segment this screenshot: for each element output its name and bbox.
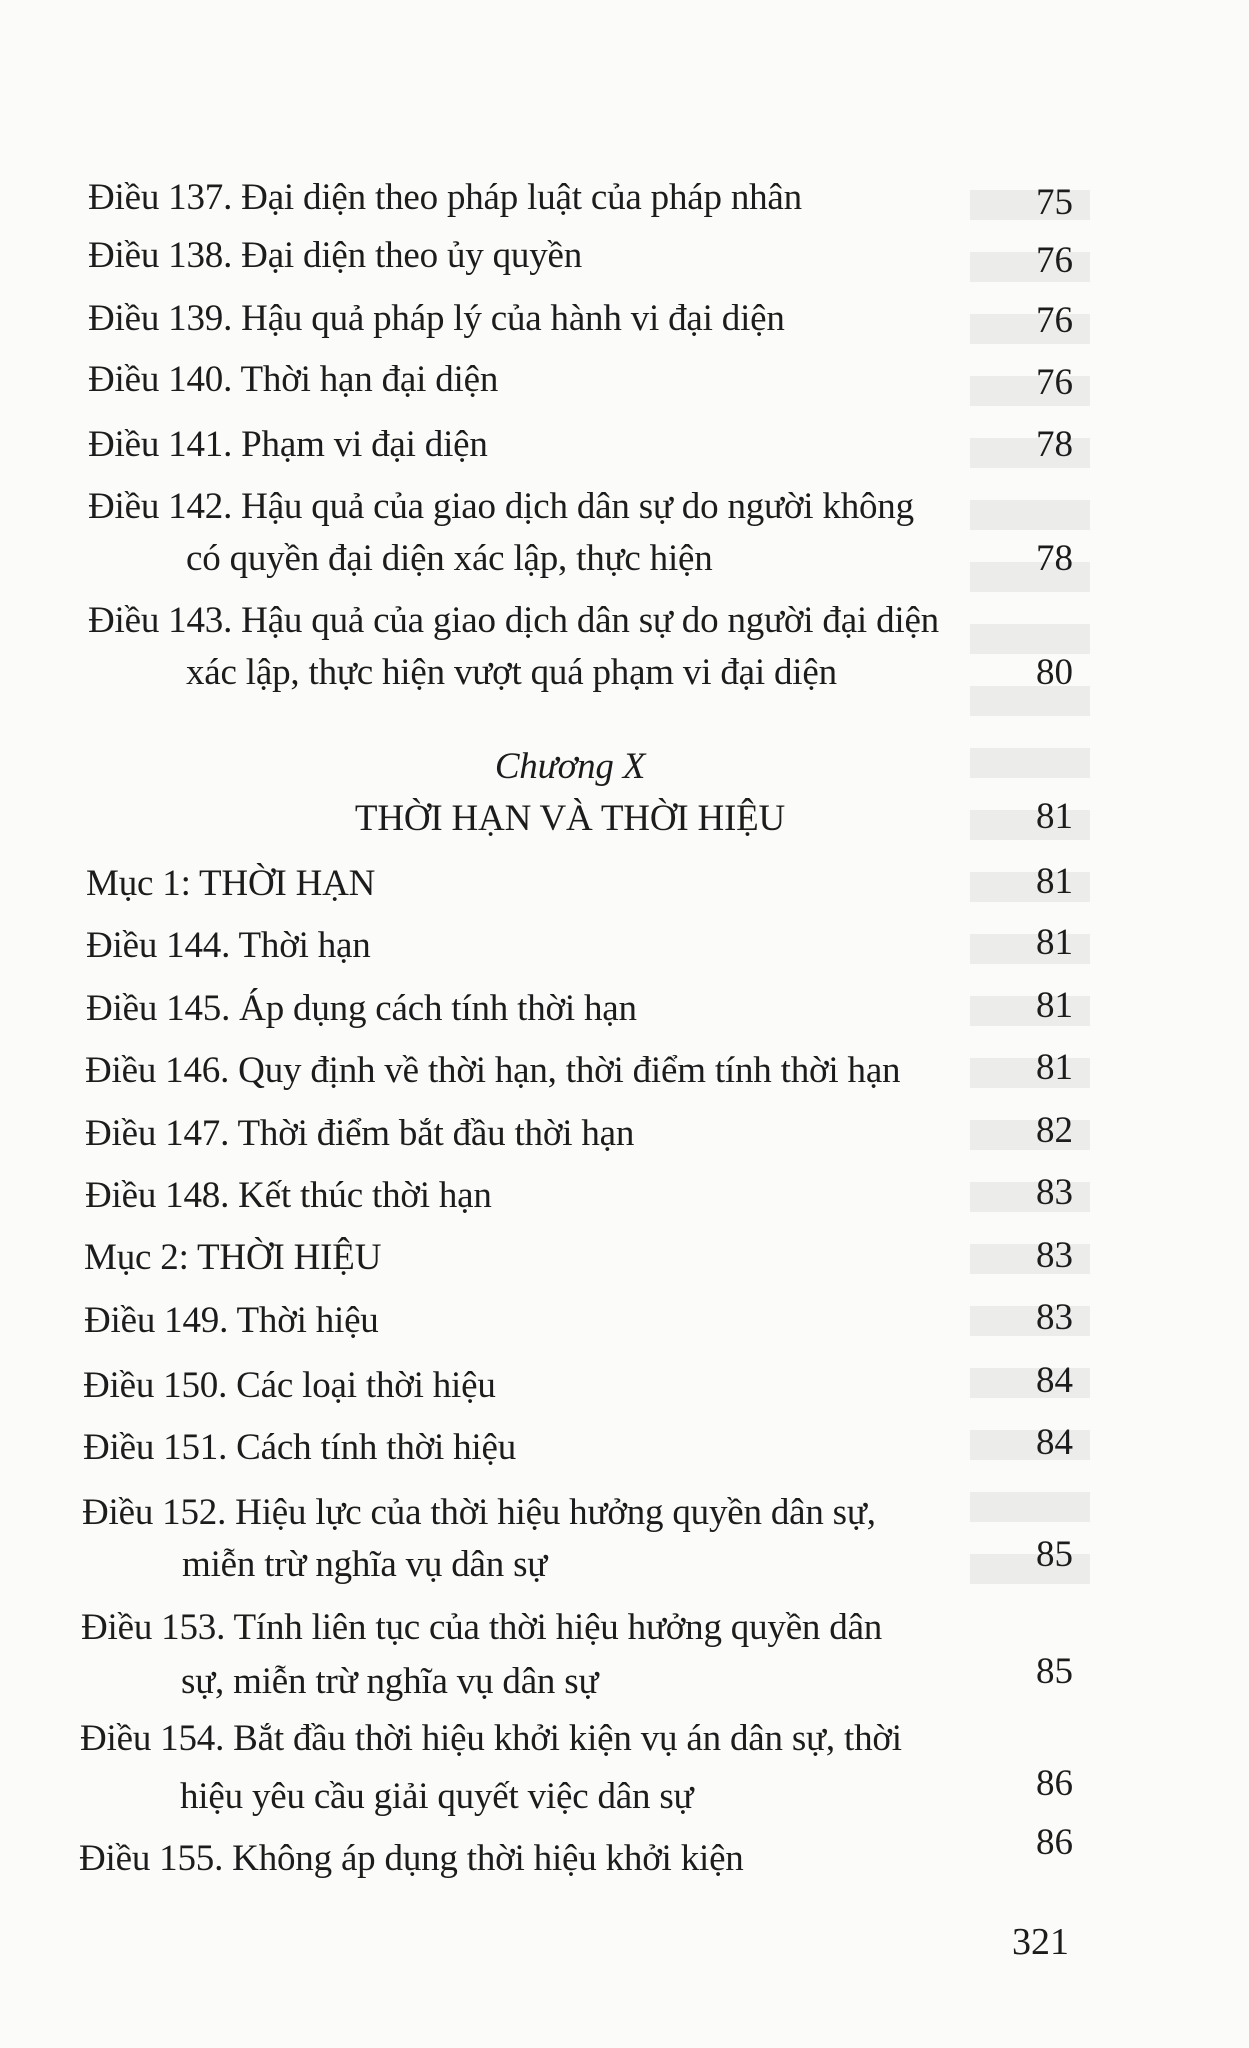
entry-title: Điều 138. Đại diện theo ủy quyền: [88, 235, 583, 276]
entry-title: Điều 149. Thời hiệu: [84, 1300, 379, 1341]
entry-page: 76: [1036, 240, 1073, 281]
entry-page: 76: [1036, 300, 1073, 341]
chapter-label: Chương X: [494, 746, 646, 787]
entry-title: Điều 154. Bắt đầu thời hiệu khởi kiện vụ án dân sự, thời: [80, 1718, 902, 1759]
entry-title-cont: xác lập, thực hiện vượt quá phạm vi đại diện: [186, 652, 837, 693]
entry-title: Điều 151. Cách tính thời hiệu: [83, 1427, 517, 1468]
section-title: Mục 2: THỜI HIỆU: [84, 1237, 382, 1278]
page-number: 321: [1012, 1921, 1069, 1963]
entry-page: 83: [1036, 1297, 1073, 1338]
entry-title: Điều 145. Áp dụng cách tính thời hạn: [86, 988, 637, 1029]
entry-page: 78: [1036, 538, 1073, 579]
section-title: Mục 1: THỜI HẠN: [86, 863, 376, 904]
entry-page: 85: [1036, 1651, 1073, 1692]
entry-page: 85: [1036, 1534, 1073, 1575]
entry-page: 81: [1036, 922, 1073, 963]
entry-title: Điều 147. Thời điểm bắt đầu thời hạn: [85, 1113, 635, 1154]
entry-page: 84: [1036, 1360, 1073, 1401]
entry-page: 83: [1036, 1235, 1073, 1276]
entry-page: 78: [1036, 424, 1073, 465]
entry-title-cont: miễn trừ nghĩa vụ dân sự: [182, 1544, 548, 1585]
chapter-title: THỜI HẠN VÀ THỜI HIỆU: [354, 798, 786, 839]
chapter-page: 81: [1036, 796, 1073, 837]
entry-title: Điều 137. Đại diện theo pháp luật của pháp nhân: [88, 177, 802, 218]
entry-page: 76: [1036, 362, 1073, 403]
entry-title-cont: có quyền đại diện xác lập, thực hiện: [186, 538, 713, 579]
entry-title-cont: sự, miễn trừ nghĩa vụ dân sự: [181, 1661, 599, 1702]
entry-title: Điều 139. Hậu quả pháp lý của hành vi đại diện: [88, 298, 785, 339]
entry-page: 84: [1036, 1422, 1073, 1463]
entry-title: Điều 144. Thời hạn: [86, 925, 371, 966]
entry-page: 86: [1036, 1763, 1073, 1804]
entry-page: 81: [1036, 861, 1073, 902]
entry-page: 80: [1036, 652, 1073, 693]
entry-title: Điều 148. Kết thúc thời hạn: [85, 1175, 492, 1216]
entry-page: 83: [1036, 1172, 1073, 1213]
entry-title-cont: hiệu yêu cầu giải quyết việc dân sự: [180, 1776, 694, 1817]
entry-page: 81: [1036, 1047, 1073, 1088]
entry-page: 86: [1036, 1822, 1073, 1863]
entry-title: Điều 146. Quy định về thời hạn, thời điểm tính thời hạn: [85, 1050, 901, 1091]
entry-title: Điều 140. Thời hạn đại diện: [88, 359, 499, 400]
entry-title: Điều 143. Hậu quả của giao dịch dân sự do người đại diện: [88, 600, 939, 641]
entry-title: Điều 142. Hậu quả của giao dịch dân sự do người không: [88, 486, 914, 527]
entry-title: Điều 150. Các loại thời hiệu: [83, 1365, 496, 1406]
entry-title: Điều 141. Phạm vi đại diện: [88, 424, 488, 465]
entry-page: 75: [1036, 182, 1073, 223]
entry-page: 81: [1036, 985, 1073, 1026]
entry-title: Điều 155. Không áp dụng thời hiệu khởi kiện: [79, 1838, 744, 1879]
entry-page: 82: [1036, 1110, 1073, 1151]
entry-title: Điều 152. Hiệu lực của thời hiệu hưởng quyền dân sự,: [82, 1492, 876, 1533]
entry-title: Điều 153. Tính liên tục của thời hiệu hưởng quyền dân: [81, 1607, 883, 1648]
